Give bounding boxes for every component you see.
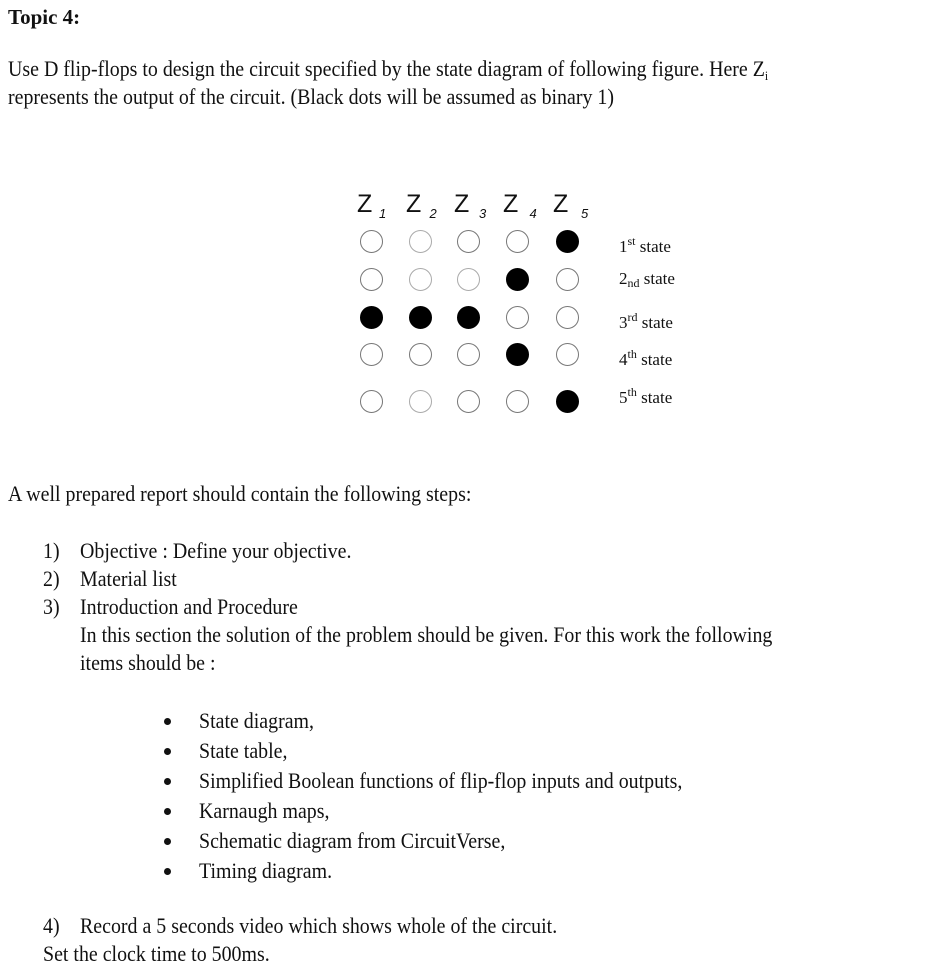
column-label-z2: Z [406,190,422,218]
empty-dot-icon [556,268,579,291]
list-item: Simplified Boolean functions of flip-flop inputs and outputs, [199,768,683,793]
step-2 [43,565,60,593]
bullet-icon [164,868,171,875]
state-label-3 [619,307,673,333]
step-number: 2) [43,566,60,591]
column-label-z5: Z [553,190,569,218]
state-text: state [639,269,675,288]
empty-dot-icon [409,230,432,253]
filled-dot-icon [360,306,383,329]
bullet-icon [164,778,171,785]
bullet-icon [164,718,171,725]
intro-text: Use D flip-flops to design the circuit specified by the state diagram of following figure. Here Z [8,56,765,81]
empty-dot-icon [360,268,383,291]
column-label-z3: Z [454,190,470,218]
state-label-2 [619,269,675,293]
state-number: 3 [619,313,628,332]
step-number: 1) [43,538,60,563]
intro-line-2: represents the output of the circuit. (Black dots will be assumed as binary 1) [8,84,614,109]
filled-dot-icon [457,306,480,329]
ordinal-suffix: th [627,385,637,399]
step-4-text: Record a 5 seconds video which shows whole of the circuit. [80,913,558,938]
empty-dot-icon [409,268,432,291]
column-label-z1: Z [357,190,373,218]
empty-dot-icon [457,343,480,366]
report-intro: A well prepared report should contain the following steps: [8,481,472,506]
state-number: 2 [619,269,628,288]
step-4-number: 4) [43,913,60,938]
step-3-detail-line-1: In this section the solution of the problem should be given. For this work the following [80,622,773,647]
list-item: Karnaugh maps, [199,798,330,823]
state-number: 1 [619,237,628,256]
clock-instruction: Set the clock time to 500ms. [43,941,270,966]
ordinal-suffix: th [627,347,637,361]
page-title: Topic 4: [8,5,81,29]
filled-dot-icon [506,343,529,366]
step-1-text: Objective : Define your objective. [80,538,352,563]
state-number: 4 [619,350,628,369]
filled-dot-icon [409,306,432,329]
step-2-text: Material list [80,566,177,591]
ordinal-suffix: nd [627,276,640,290]
state-label-5 [619,382,672,408]
state-label-1 [619,231,671,257]
state-text: state [635,237,671,256]
list-item: Schematic diagram from CircuitVerse, [199,828,506,853]
empty-dot-icon [506,230,529,253]
empty-dot-icon [506,306,529,329]
empty-dot-icon [360,230,383,253]
column-index: 2 [429,206,437,221]
ordinal-suffix: st [627,234,636,248]
empty-dot-icon [409,343,432,366]
column-label-z4: Z [503,190,519,218]
empty-dot-icon [556,306,579,329]
step-3 [43,593,60,621]
filled-dot-icon [556,230,579,253]
state-text: state [637,313,673,332]
state-label-4 [619,344,672,370]
ordinal-suffix: rd [627,310,638,324]
filled-dot-icon [506,268,529,291]
bullet-icon [164,748,171,755]
step-3-text: Introduction and Procedure [80,594,298,619]
filled-dot-icon [556,390,579,413]
state-text: state [636,388,673,407]
list-item: Timing diagram. [199,858,333,883]
empty-dot-icon [457,230,480,253]
state-text: state [636,350,673,369]
subscript-i: i [764,68,769,83]
empty-dot-icon [457,268,480,291]
step-number: 3) [43,594,60,619]
empty-dot-icon [506,390,529,413]
empty-dot-icon [360,343,383,366]
step-1 [43,537,60,565]
empty-dot-icon [556,343,579,366]
list-item: State table, [199,738,288,763]
step-3-detail-line-2: items should be : [80,650,216,675]
state-number: 5 [619,388,628,407]
empty-dot-icon [409,390,432,413]
empty-dot-icon [457,390,480,413]
bullet-icon [164,808,171,815]
column-index: 3 [479,206,487,221]
empty-dot-icon [360,390,383,413]
bullet-icon [164,838,171,845]
list-item: State diagram, [199,708,315,733]
column-index: 1 [379,206,387,221]
column-index: 4 [529,206,537,221]
column-index: 5 [581,206,589,221]
